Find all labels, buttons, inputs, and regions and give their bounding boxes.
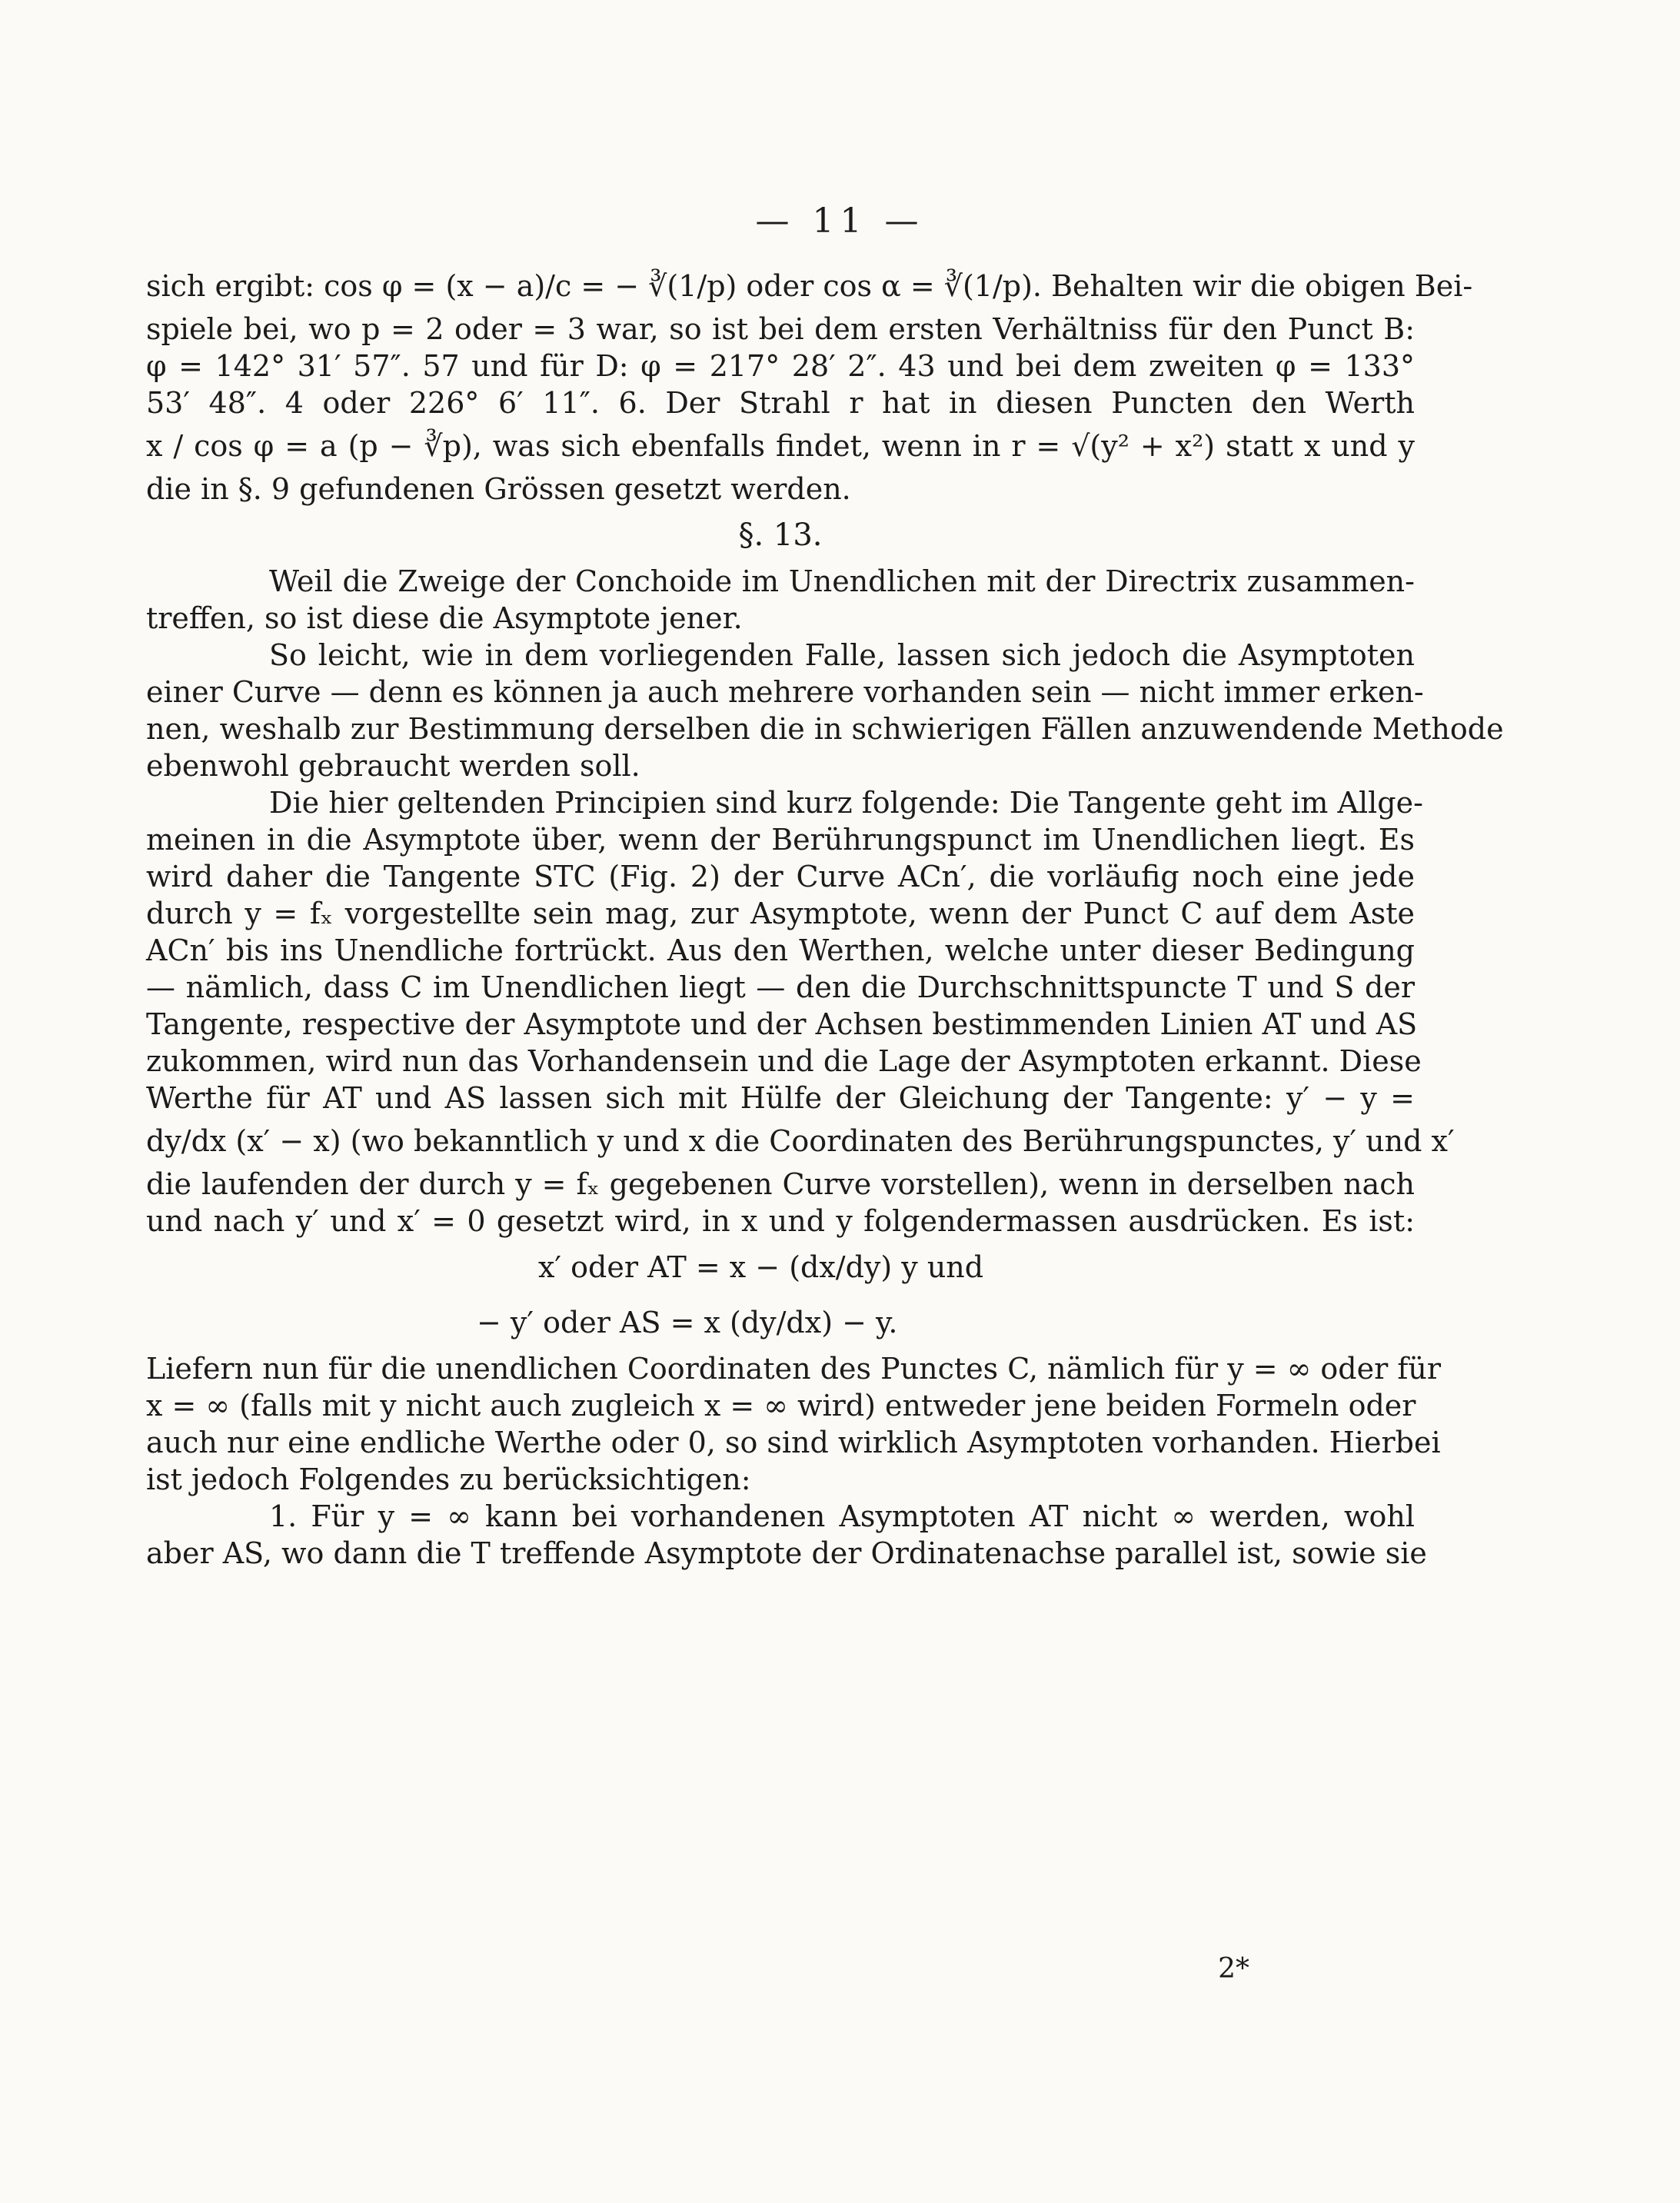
text-line: durch y = fₓ vorgestellte sein mag, zur Asymptote, wenn der Punct C auf dem Aste [146, 897, 1415, 930]
text-line: und nach y′ und x′ = 0 gesetzt wird, in x und y folgendermassen ausdrücken. Es ist: [146, 1204, 1415, 1238]
text-line: zukommen, wird nun das Vorhandensein und die Lage der Asymptoten erkannt. Diese [146, 1044, 1422, 1078]
text-line: wird daher die Tangente STC (Fig. 2) der Curve ACn′, die vorläufig noch eine jede [146, 860, 1415, 894]
text-line: x / cos φ = a (p − ∛p), was sich ebenfalls findet, wenn in r = √(y² + x²) statt x und y [146, 429, 1415, 463]
text-line: φ = 142° 31′ 57″. 57 und für D: φ = 217° 28′ 2″. 43 und bei dem zweiten φ = 133° [146, 349, 1415, 383]
page-number: — 11 — [755, 201, 925, 241]
text-line: treffen, so ist diese die Asymptote jener. [146, 601, 743, 635]
text-line: nen, weshalb zur Bestimmung derselben die in schwierigen Fällen anzuwendende Methode [146, 712, 1504, 746]
formula-line: x′ oder AT = x − (dx/dy) y und [538, 1250, 984, 1284]
body-text [146, 261, 1504, 1572]
text-line: Weil die Zweige der Conchoide im Unendlichen mit der Directrix zusammen- [269, 564, 1415, 598]
text-line: sich ergibt: cos φ = (x − a)/c = − ∛(1/p) oder cos α = ∛(1/p). Behalten wir die obigen Bei- [146, 269, 1473, 303]
text-line: spiele bei, wo p = 2 oder = 3 war, so ist bei dem ersten Verhältniss für den Punct B: [146, 312, 1415, 346]
text-line: Die hier geltenden Principien sind kurz folgende: Die Tangente geht im Allge- [269, 786, 1423, 820]
text-line: x = ∞ (falls mit y nicht auch zugleich x = ∞ wird) entweder jene beiden Formeln oder [146, 1389, 1416, 1423]
text-line: — nämlich, dass C im Unendlichen liegt — den die Durchschnittspuncte T und S der [146, 970, 1415, 1004]
text-line: Tangente, respective der Asymptote und der Achsen bestimmenden Linien AT und AS [146, 1007, 1418, 1041]
text-line: die laufenden der durch y = fₓ gegebenen Curve vorstellen), wenn in derselben nach [146, 1167, 1415, 1201]
section-heading: §. 13. [738, 517, 823, 553]
signature-mark: 2* [1218, 1953, 1249, 1985]
text-line: 1. Für y = ∞ kann bei vorhandenen Asymptoten AT nicht ∞ werden, wohl [269, 1499, 1415, 1533]
text-line: Werthe für AT und AS lassen sich mit Hülfe der Gleichung der Tangente: y′ − y = [146, 1081, 1415, 1115]
text-line: So leicht, wie in dem vorliegenden Falle, lassen sich jedoch die Asymptoten [269, 638, 1415, 672]
text-line: aber AS, wo dann die T treffende Asymptote der Ordinatenachse parallel ist, sowie sie [146, 1536, 1427, 1570]
text-line: Liefern nun für die unendlichen Coordinaten des Punctes C, nämlich für y = ∞ oder für [146, 1352, 1442, 1386]
text-line: dy/dx (x′ − x) (wo bekanntlich y und x die Coordinaten des Berührungspunctes, y′ und x′ [146, 1124, 1455, 1158]
text-line: ACn′ bis ins Unendliche fortrückt. Aus den Werthen, welche unter dieser Bedingung [146, 933, 1415, 967]
formula-line: − y′ oder AS = x (dy/dx) − y. [477, 1306, 898, 1339]
text-line: die in §. 9 gefundenen Grössen gesetzt werden. [146, 472, 851, 506]
text-line: 53′ 48″. 4 oder 226° 6′ 11″. 6. Der Strahl r hat in diesen Puncten den Werth [146, 386, 1415, 420]
text-line: ist jedoch Folgendes zu berücksichtigen: [146, 1463, 751, 1496]
text-line: auch nur eine endliche Werthe oder 0, so sind wirklich Asymptoten vorhanden. Hierbei [146, 1426, 1441, 1459]
text-line: ebenwohl gebraucht werden soll. [146, 749, 640, 783]
text-line: einer Curve — denn es können ja auch mehrere vorhanden sein — nicht immer erken- [146, 675, 1424, 709]
text-line: meinen in die Asymptote über, wenn der Berührungspunct im Unendlichen liegt. Es [146, 823, 1415, 857]
